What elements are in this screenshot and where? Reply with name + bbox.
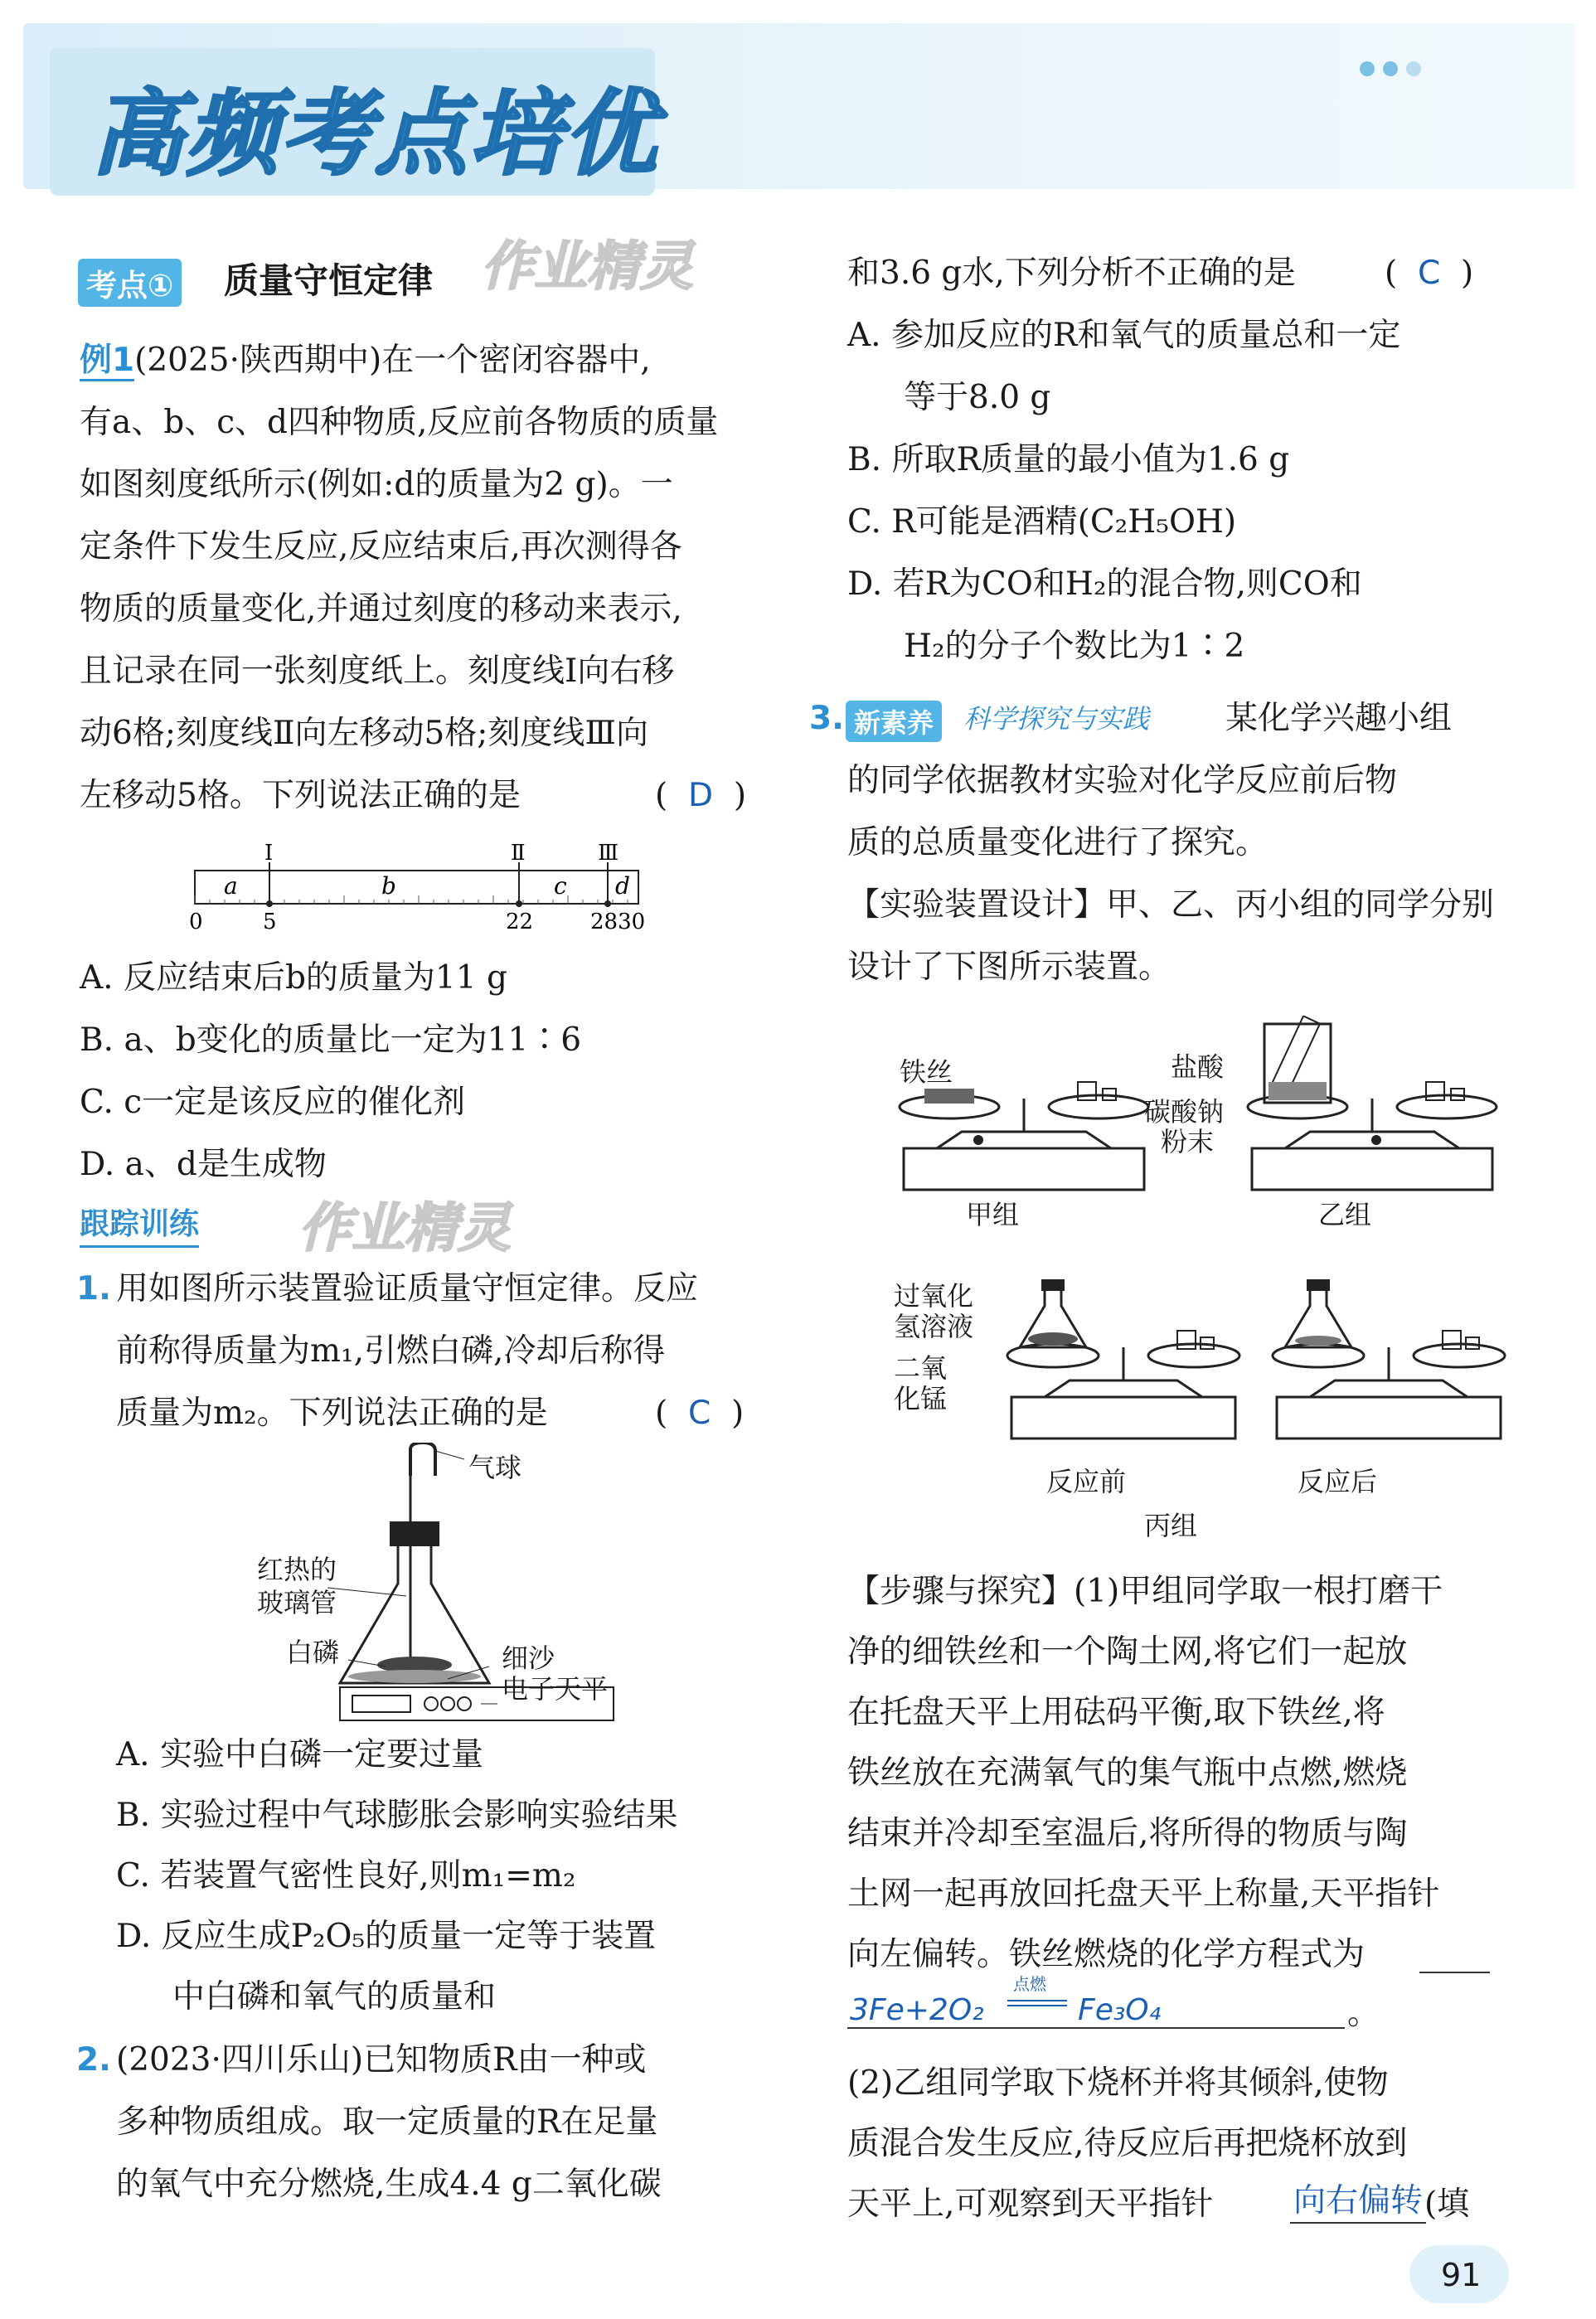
answer: 向右偏转: [1290, 2181, 1426, 2224]
example-line: 有a、b、c、d四种物质,反应前各物质的质量: [80, 404, 719, 441]
mark-label: Ⅲ: [598, 842, 619, 866]
figure-label: 化锰: [894, 1383, 948, 1414]
step-line: (填: [1424, 2186, 1470, 2223]
literacy-tag: 科学探究与实践: [963, 703, 1150, 735]
question-line: 质的总质量变化进行了探究。: [847, 824, 1269, 861]
figure-label: 铁丝: [900, 1056, 953, 1088]
equation-arrow: [1007, 2000, 1067, 2006]
question-number: 3.: [809, 700, 844, 737]
figure-label: 二氧: [894, 1352, 948, 1384]
topic-badge: 考点①: [78, 259, 182, 307]
answer-blank: [847, 2027, 1345, 2029]
step-line: 铁丝放在充满氧气的集气瓶中点燃,燃烧: [847, 1754, 1408, 1792]
question-line: 和3.6 g水,下列分析不正确的是: [847, 255, 1296, 292]
figure-label: 甲组: [966, 1199, 1020, 1230]
example-label: 例1: [80, 342, 134, 381]
option: A. 反应结束后b的质量为11 g: [80, 959, 507, 997]
equation-right: Fe₃O₄: [1078, 1993, 1162, 2027]
figure-label: 细沙: [502, 1642, 555, 1674]
option: 等于8.0 g: [904, 379, 1051, 416]
figure-label: 氢溶液: [894, 1311, 974, 1342]
option: D. a、d是生成物: [80, 1146, 327, 1183]
answer-blank: [1419, 1972, 1490, 1973]
tick-label: 0: [189, 910, 203, 934]
tick-label: 2830: [590, 910, 646, 934]
answer: D: [688, 777, 714, 814]
figure-label: 过氧化: [894, 1280, 974, 1312]
topic-title: 质量守恒定律: [224, 260, 434, 301]
step-line: 净的细铁丝和一个陶土网,将它们一起放: [847, 1633, 1408, 1671]
step-line: 天平上,可观察到天平指针: [847, 2186, 1214, 2223]
segment-label: c: [554, 872, 567, 900]
mark-label: Ⅰ: [264, 842, 274, 866]
training-label: 跟踪训练: [80, 1204, 199, 1248]
mark-label: Ⅱ: [511, 842, 526, 866]
segment-label: d: [615, 872, 630, 900]
equation-condition: 点燃: [1013, 1974, 1046, 1994]
step-line: 质混合发生反应,待反应后再把烧杯放到: [847, 2125, 1408, 2162]
segment-label: b: [381, 872, 396, 900]
figure-label: 盐酸: [1171, 1051, 1225, 1083]
segment-label: a: [224, 872, 238, 900]
new-literacy-badge: 新素养: [846, 701, 942, 742]
option: B. a、b变化的质量比一定为11∶6: [80, 1021, 582, 1059]
step-line: 土网一起再放回托盘天平上称量,天平指针: [847, 1875, 1440, 1913]
question-line: 用如图所示装置验证质量守恒定律。反应: [116, 1270, 699, 1307]
question-line: 多种物质组成。取一定质量的R在足量: [116, 2103, 658, 2141]
answer: C: [1418, 255, 1441, 292]
option: A. 参加反应的R和氧气的质量总和一定: [847, 317, 1401, 354]
figure-label: 丙组: [1144, 1510, 1198, 1541]
scale-diagram: [182, 842, 663, 941]
example-line: 且记录在同一张刻度纸上。刻度线Ⅰ向右移: [80, 653, 675, 690]
option: C. 若装置气密性良好,则m₁=m₂: [116, 1857, 576, 1894]
decor-dots: [1360, 61, 1429, 80]
option: C. R可能是酒精(C₂H₅OH): [847, 503, 1237, 541]
example-line: (2025·陕西期中)在一个密闭容器中,: [134, 342, 651, 379]
question-number: 1.: [76, 1270, 111, 1307]
option: B. 实验过程中气球膨胀会影响实验结果: [116, 1797, 678, 1834]
period: 。: [1347, 1995, 1380, 2032]
answer-bracket: ( C ): [1385, 255, 1474, 292]
tick-label: 22: [506, 910, 534, 934]
figure-label: 红热的: [257, 1554, 337, 1585]
page-number: 91: [1441, 2257, 1482, 2293]
option: A. 实验中白磷一定要过量: [116, 1736, 483, 1773]
option: H₂的分子个数比为1∶2: [904, 628, 1245, 665]
answer-bracket: ( C ): [655, 1395, 745, 1432]
tick-label: 5: [263, 910, 277, 934]
question-line: 质量为m₂。下列说法正确的是: [116, 1395, 548, 1432]
watermark: 作业精灵: [298, 1198, 511, 1259]
option: D. 若R为CO和H₂的混合物,则CO和: [847, 565, 1362, 603]
question-line: 前称得质量为m₁,引燃白磷,冷却后称得: [116, 1332, 666, 1370]
figure-label: 粉末: [1161, 1126, 1215, 1157]
figure-label: 气球: [468, 1452, 522, 1483]
example-line: 如图刻度纸所示(例如:d的质量为2 g)。一: [80, 466, 673, 503]
question-number: 2.: [76, 2041, 111, 2079]
question-line: 某化学兴趣小组: [1225, 700, 1453, 737]
step-line: 结束并冷却至室温后,将所得的物质与陶: [847, 1815, 1408, 1852]
figure-label: 反应前: [1046, 1466, 1127, 1497]
figure-label: 白磷: [286, 1637, 340, 1668]
example-line: 左移动5格。下列说法正确的是: [80, 777, 521, 814]
example-line: 定条件下发生反应,反应结束后,再次测得各: [80, 528, 682, 565]
watermark: 作业精灵: [481, 236, 693, 298]
figure-label: 碳酸钠: [1144, 1096, 1225, 1128]
question-line: 的同学依据教材实验对化学反应前后物: [847, 762, 1398, 799]
option: 中白磷和氧气的质量和: [172, 1978, 497, 2016]
answer: C: [688, 1395, 711, 1432]
figure-label: 乙组: [1318, 1199, 1372, 1230]
step-line: 在托盘天平上用砝码平衡,取下铁丝,将: [847, 1694, 1385, 1731]
answer-bracket: ( D ): [655, 777, 747, 814]
step-line: 向左偏转。铁丝燃烧的化学方程式为: [847, 1936, 1366, 1973]
option: C. c一定是该反应的催化剂: [80, 1084, 466, 1121]
example-line: 物质的质量变化,并通过刻度的移动来表示,: [80, 590, 682, 628]
page-title: 高频考点培优: [91, 80, 658, 188]
figure-label: 电子天平: [502, 1673, 609, 1705]
option: B. 所取R质量的最小值为1.6 g: [847, 441, 1290, 478]
step-line: (2)乙组同学取下烧杯并将其倾斜,使物: [847, 2064, 1389, 2102]
figure-label: 玻璃管: [257, 1587, 337, 1618]
question-line: (2023·四川乐山)已知物质R由一种或: [116, 2041, 647, 2079]
question-line: 设计了下图所示装置。: [847, 948, 1172, 986]
figure-label: 反应后: [1298, 1466, 1378, 1497]
question-line: 【实验装置设计】甲、乙、丙小组的同学分别: [847, 886, 1495, 924]
example-line: 动6格;刻度线Ⅱ向左移动5格;刻度线Ⅲ向: [80, 715, 649, 752]
option: D. 反应生成P₂O₅的质量一定等于装置: [116, 1918, 657, 1955]
step-line: 【步骤与探究】(1)甲组同学取一根打磨干: [847, 1573, 1443, 1610]
question-line: 的氧气中充分燃烧,生成4.4 g二氧化碳: [116, 2166, 662, 2203]
equation-left: 3Fe+2O₂: [850, 1993, 984, 2027]
